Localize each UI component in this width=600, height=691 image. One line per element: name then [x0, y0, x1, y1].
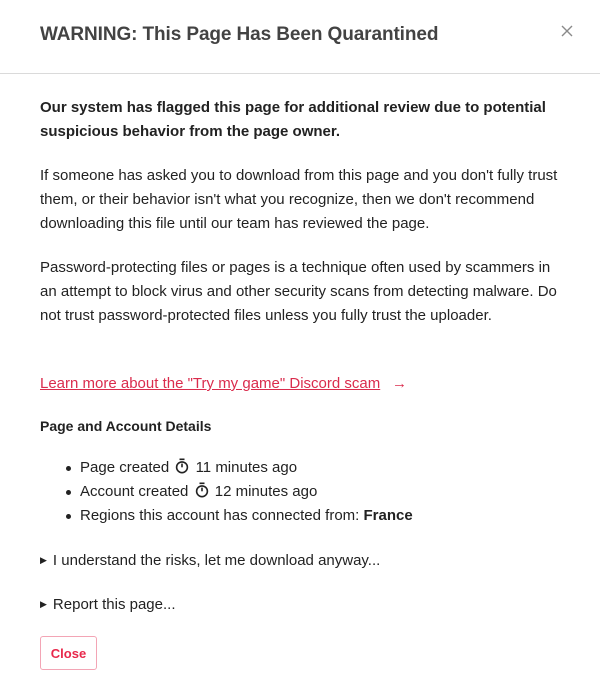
- detail-page-created: [40, 456, 413, 480]
- timer-icon: [195, 482, 209, 498]
- report-page-toggle[interactable]: [40, 592, 176, 617]
- close-icon[interactable]: [560, 24, 574, 38]
- bullet: [66, 490, 71, 495]
- bullet: [66, 514, 71, 519]
- detail-value: 11 minutes ago: [195, 459, 298, 476]
- bullet: [66, 466, 71, 471]
- detail-value-region: France: [363, 507, 413, 524]
- password-paragraph: Password-protecting files or pages is a technique often used by scammers in an attempt to block virus and other security scans from detecting malware. Do not trust password-protected files unless you fully trust the uploader.: [40, 259, 557, 324]
- detail-value: 12 minutes ago: [214, 483, 318, 500]
- download-anyway-label: I understand the risks, let me download anyway...: [52, 552, 381, 569]
- learn-more-link[interactable]: Learn more about the "Try my game" Discord scam: [40, 375, 381, 392]
- close-button[interactable]: Close: [40, 636, 97, 670]
- timer-icon: [175, 458, 189, 474]
- detail-regions: [40, 504, 413, 528]
- detail-label: Regions this account has connected from:: [80, 507, 360, 524]
- download-anyway-toggle[interactable]: [40, 548, 380, 573]
- disclosure-triangle-icon: ▶: [40, 599, 47, 609]
- report-page-label: Report this page...: [52, 596, 176, 613]
- details-list: [40, 456, 413, 528]
- dialog-header: [0, 0, 600, 74]
- details-heading: Page and Account Details: [40, 418, 212, 434]
- disclosure-triangle-icon: ▶: [40, 555, 47, 565]
- detail-label: Account created: [80, 483, 189, 500]
- detail-account-created: [40, 480, 413, 504]
- trust-paragraph: If someone has asked you to download from this page and you don't fully trust them, or their behavior isn't what you recognize, then we don't recommend downloading this file until our team has reviewed the page.: [40, 167, 558, 232]
- intro-warning: Our system has flagged this page for additional review due to potential suspicious behavior from the page owner.: [40, 99, 546, 140]
- detail-label: Page created: [80, 459, 170, 476]
- arrow-right-icon: →: [392, 375, 407, 392]
- dialog-title: WARNING: This Page Has Been Quarantined: [40, 24, 439, 45]
